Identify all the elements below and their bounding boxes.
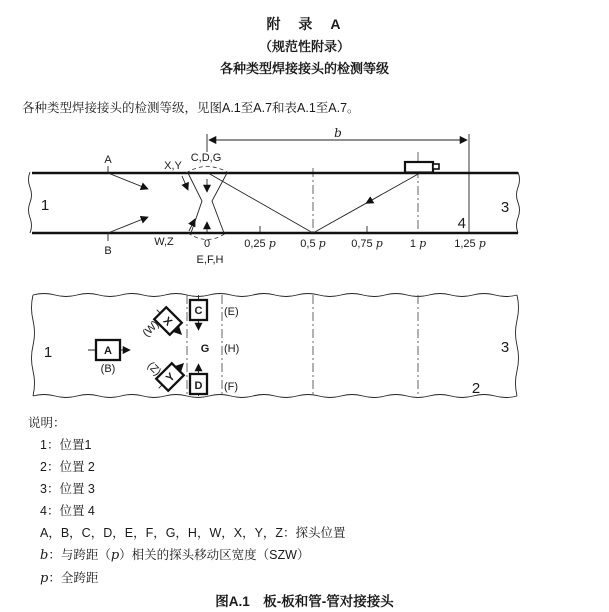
probe-b-beam-arrow bbox=[108, 217, 148, 233]
plan-top-edge bbox=[33, 294, 517, 297]
section-view-diagram bbox=[0, 128, 609, 268]
probe-g-alt-label: (H) bbox=[224, 343, 240, 355]
zone-3-label: 3 bbox=[500, 199, 510, 216]
probe-y-alt-label: (Z) bbox=[144, 359, 164, 379]
section-title: 各种类型焊接接头的检测等级 bbox=[219, 61, 389, 76]
plan-left-break-edge bbox=[32, 295, 35, 396]
probe-c-alt-label: (E) bbox=[224, 306, 239, 318]
legend-title: 说明： bbox=[28, 416, 66, 430]
scale-0: 0 bbox=[203, 238, 211, 250]
legend-item-2: 2：位置 2 bbox=[40, 460, 95, 474]
probe-d-letter: D bbox=[194, 380, 203, 392]
probe-efh-label: E,F,H bbox=[196, 254, 224, 266]
figure-caption: 图A.1 板-板和管-管对接接头 bbox=[215, 594, 394, 609]
probe-d-alt-label: (F) bbox=[224, 381, 239, 393]
probe-y-group bbox=[153, 358, 190, 395]
plan-right-break-edge bbox=[516, 295, 519, 396]
plan-zone-1-label: 1 bbox=[43, 344, 53, 361]
probe-g-letter: G bbox=[200, 343, 210, 355]
legend-p-var: p bbox=[40, 571, 49, 586]
probe-connector bbox=[433, 164, 439, 169]
scale-05p: 0,5 p bbox=[300, 237, 326, 250]
probe-wz-label: W,Z bbox=[154, 236, 174, 248]
legend-p-text: ：全跨距 bbox=[48, 571, 99, 585]
legend-probe-positions: A，B，C，D，E，F，G，H，W，X，Y，Z：探头位置 bbox=[40, 526, 346, 540]
zone-4-label: 4 bbox=[457, 215, 466, 232]
plate-right-break-edge bbox=[517, 172, 520, 233]
plan-zone-2-label: 2 bbox=[471, 380, 481, 397]
plate-left-break-edge bbox=[29, 172, 32, 233]
legend-b-definition bbox=[28, 544, 346, 567]
probe-a-beam-arrow bbox=[108, 173, 148, 189]
probe-y-letter: Y bbox=[163, 370, 178, 385]
appendix-title: 附 录 A bbox=[266, 16, 343, 32]
scale-075p: 0,75 p bbox=[351, 237, 383, 250]
plan-view-diagram bbox=[0, 282, 609, 407]
weld-left-fusion-line bbox=[188, 173, 202, 233]
probe-a-label: A bbox=[104, 154, 112, 166]
probe-a-letter: A bbox=[104, 345, 112, 357]
beam-probe-to-halfspan bbox=[366, 173, 420, 203]
plan-zone-3-label: 3 bbox=[500, 339, 510, 356]
probe-x-alt-label: (W) bbox=[140, 318, 162, 340]
legend-item-1: 1：位置1 bbox=[40, 438, 92, 452]
scale-1p: 1 p bbox=[409, 237, 427, 250]
legend-b-pre: ：与跨距（ bbox=[48, 548, 111, 562]
probe-xy-label: X,Y bbox=[164, 160, 182, 172]
legend-b-var: b bbox=[40, 548, 49, 563]
legend-b-post: ）相关的探头移动区宽度（SZW） bbox=[119, 548, 310, 562]
legend-p-definition bbox=[28, 567, 346, 590]
probe-b-label: B bbox=[104, 245, 112, 257]
appendix-type: （规范性附录） bbox=[258, 39, 350, 54]
intro-paragraph: 各种类型焊接接头的检测等级，见图A.1至A.7和表A.1至A.7。 bbox=[22, 101, 360, 115]
scale-125p: 1,25 p bbox=[454, 237, 486, 250]
probe-y-beam-arrow bbox=[178, 364, 184, 370]
beam-weld-to-halfspan bbox=[208, 173, 313, 233]
probe-c-letter: C bbox=[194, 305, 203, 317]
beam-probe-to-halfspan-2 bbox=[313, 203, 366, 233]
probe-cdg-label: C,D,G bbox=[190, 152, 222, 164]
legend bbox=[28, 412, 346, 590]
legend-item-3: 3：位置 3 bbox=[40, 482, 95, 496]
plan-bottom-edge bbox=[33, 395, 517, 398]
legend-item-4: 4：位置 4 bbox=[40, 504, 95, 518]
scale-025p: 0,25 p bbox=[244, 237, 276, 250]
probe-a-alt-label: (B) bbox=[100, 363, 116, 375]
probe-xy-arrow bbox=[182, 176, 188, 190]
legend-b-pvar: p bbox=[110, 548, 120, 563]
probe-x-beam-arrow bbox=[176, 329, 182, 335]
zone-1-label: 1 bbox=[40, 197, 50, 214]
weld-right-fusion-line bbox=[212, 173, 227, 233]
probe-symbol bbox=[405, 162, 433, 173]
dimension-label-b: b bbox=[334, 128, 342, 140]
probe-x-letter: X bbox=[160, 314, 175, 329]
